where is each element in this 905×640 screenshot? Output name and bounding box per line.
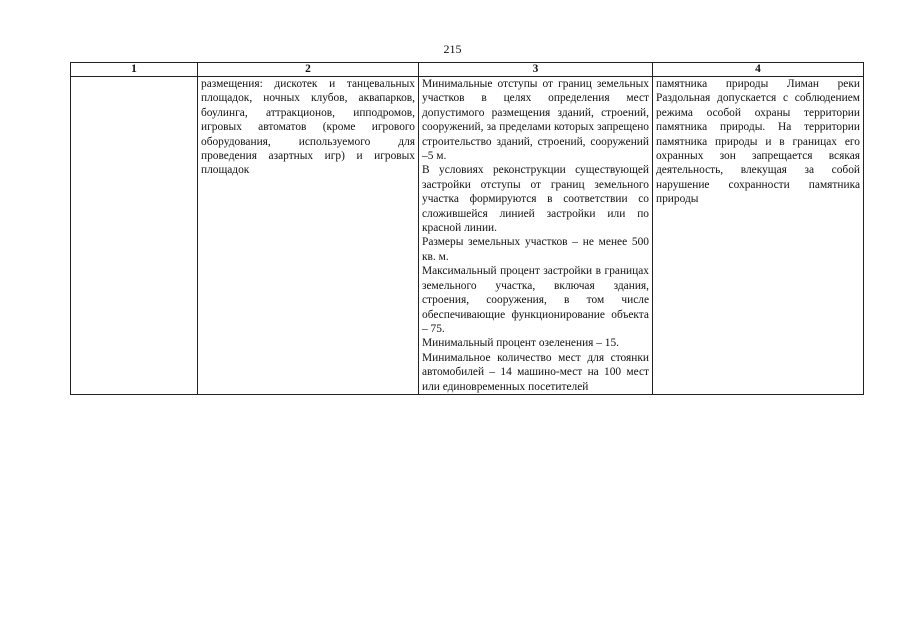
page-number: 215 xyxy=(443,42,462,56)
min-greenery-paragraph: Минимальный процент озеленения – 15. xyxy=(422,337,620,350)
table-row xyxy=(71,77,864,395)
column-header-2: 2 xyxy=(198,63,419,77)
cell-col2-text: размещения: дискотек и танцевальных площадок, ночных клубов, аквапарков, боулинга, аттракционов, ипподромов, игровых автоматов (кроме игрового оборудования, используемого для проведения азартных игр) и игровых площадок xyxy=(201,78,415,177)
column-header-1: 1 xyxy=(71,63,198,77)
column-header-3: 3 xyxy=(419,63,653,77)
cell-col2 xyxy=(198,77,419,395)
column-header-4: 4 xyxy=(653,63,864,77)
table-header-row xyxy=(71,63,864,77)
max-coverage-paragraph: Максимальный процент застройки в границах земельного участка, включая здания, строения, сооружения, в том числе обеспечивающие функционирование объекта – 75. xyxy=(422,265,649,335)
parking-paragraph: Минимальное количество мест для стоянки автомобилей – 14 машино-мест на 100 мест или единовременных посетителей xyxy=(422,351,649,393)
reconstruction-paragraph: В условиях реконструкции существующей застройки отступы от границ земельного участка формируются в соответствии со сложившейся линией застройки или по красной линии. xyxy=(422,164,649,235)
plot-size-paragraph: Размеры земельных участков – не менее 500 кв. м. xyxy=(422,236,649,263)
cell-col4 xyxy=(653,77,864,395)
setback-paragraph: Минимальные отступы от границ земельных участков в целях определения мест допустимого размещения зданий, строений, сооружений, за пределами которых запрещено строительство зданий, строений, сооружений –5 м. xyxy=(422,78,649,163)
regulations-table xyxy=(70,62,864,395)
cell-col3 xyxy=(419,77,653,395)
cell-col1 xyxy=(71,77,198,395)
cell-col4-text: памятника природы Лиман реки Раздольная допускается с соблюдением режима особой охраны территории памятника природы. На территории памятника природы и в границах его охранных зон запрещается всякая деятельность, влекущая за собой нарушение сохранности памятника природы xyxy=(656,78,860,206)
